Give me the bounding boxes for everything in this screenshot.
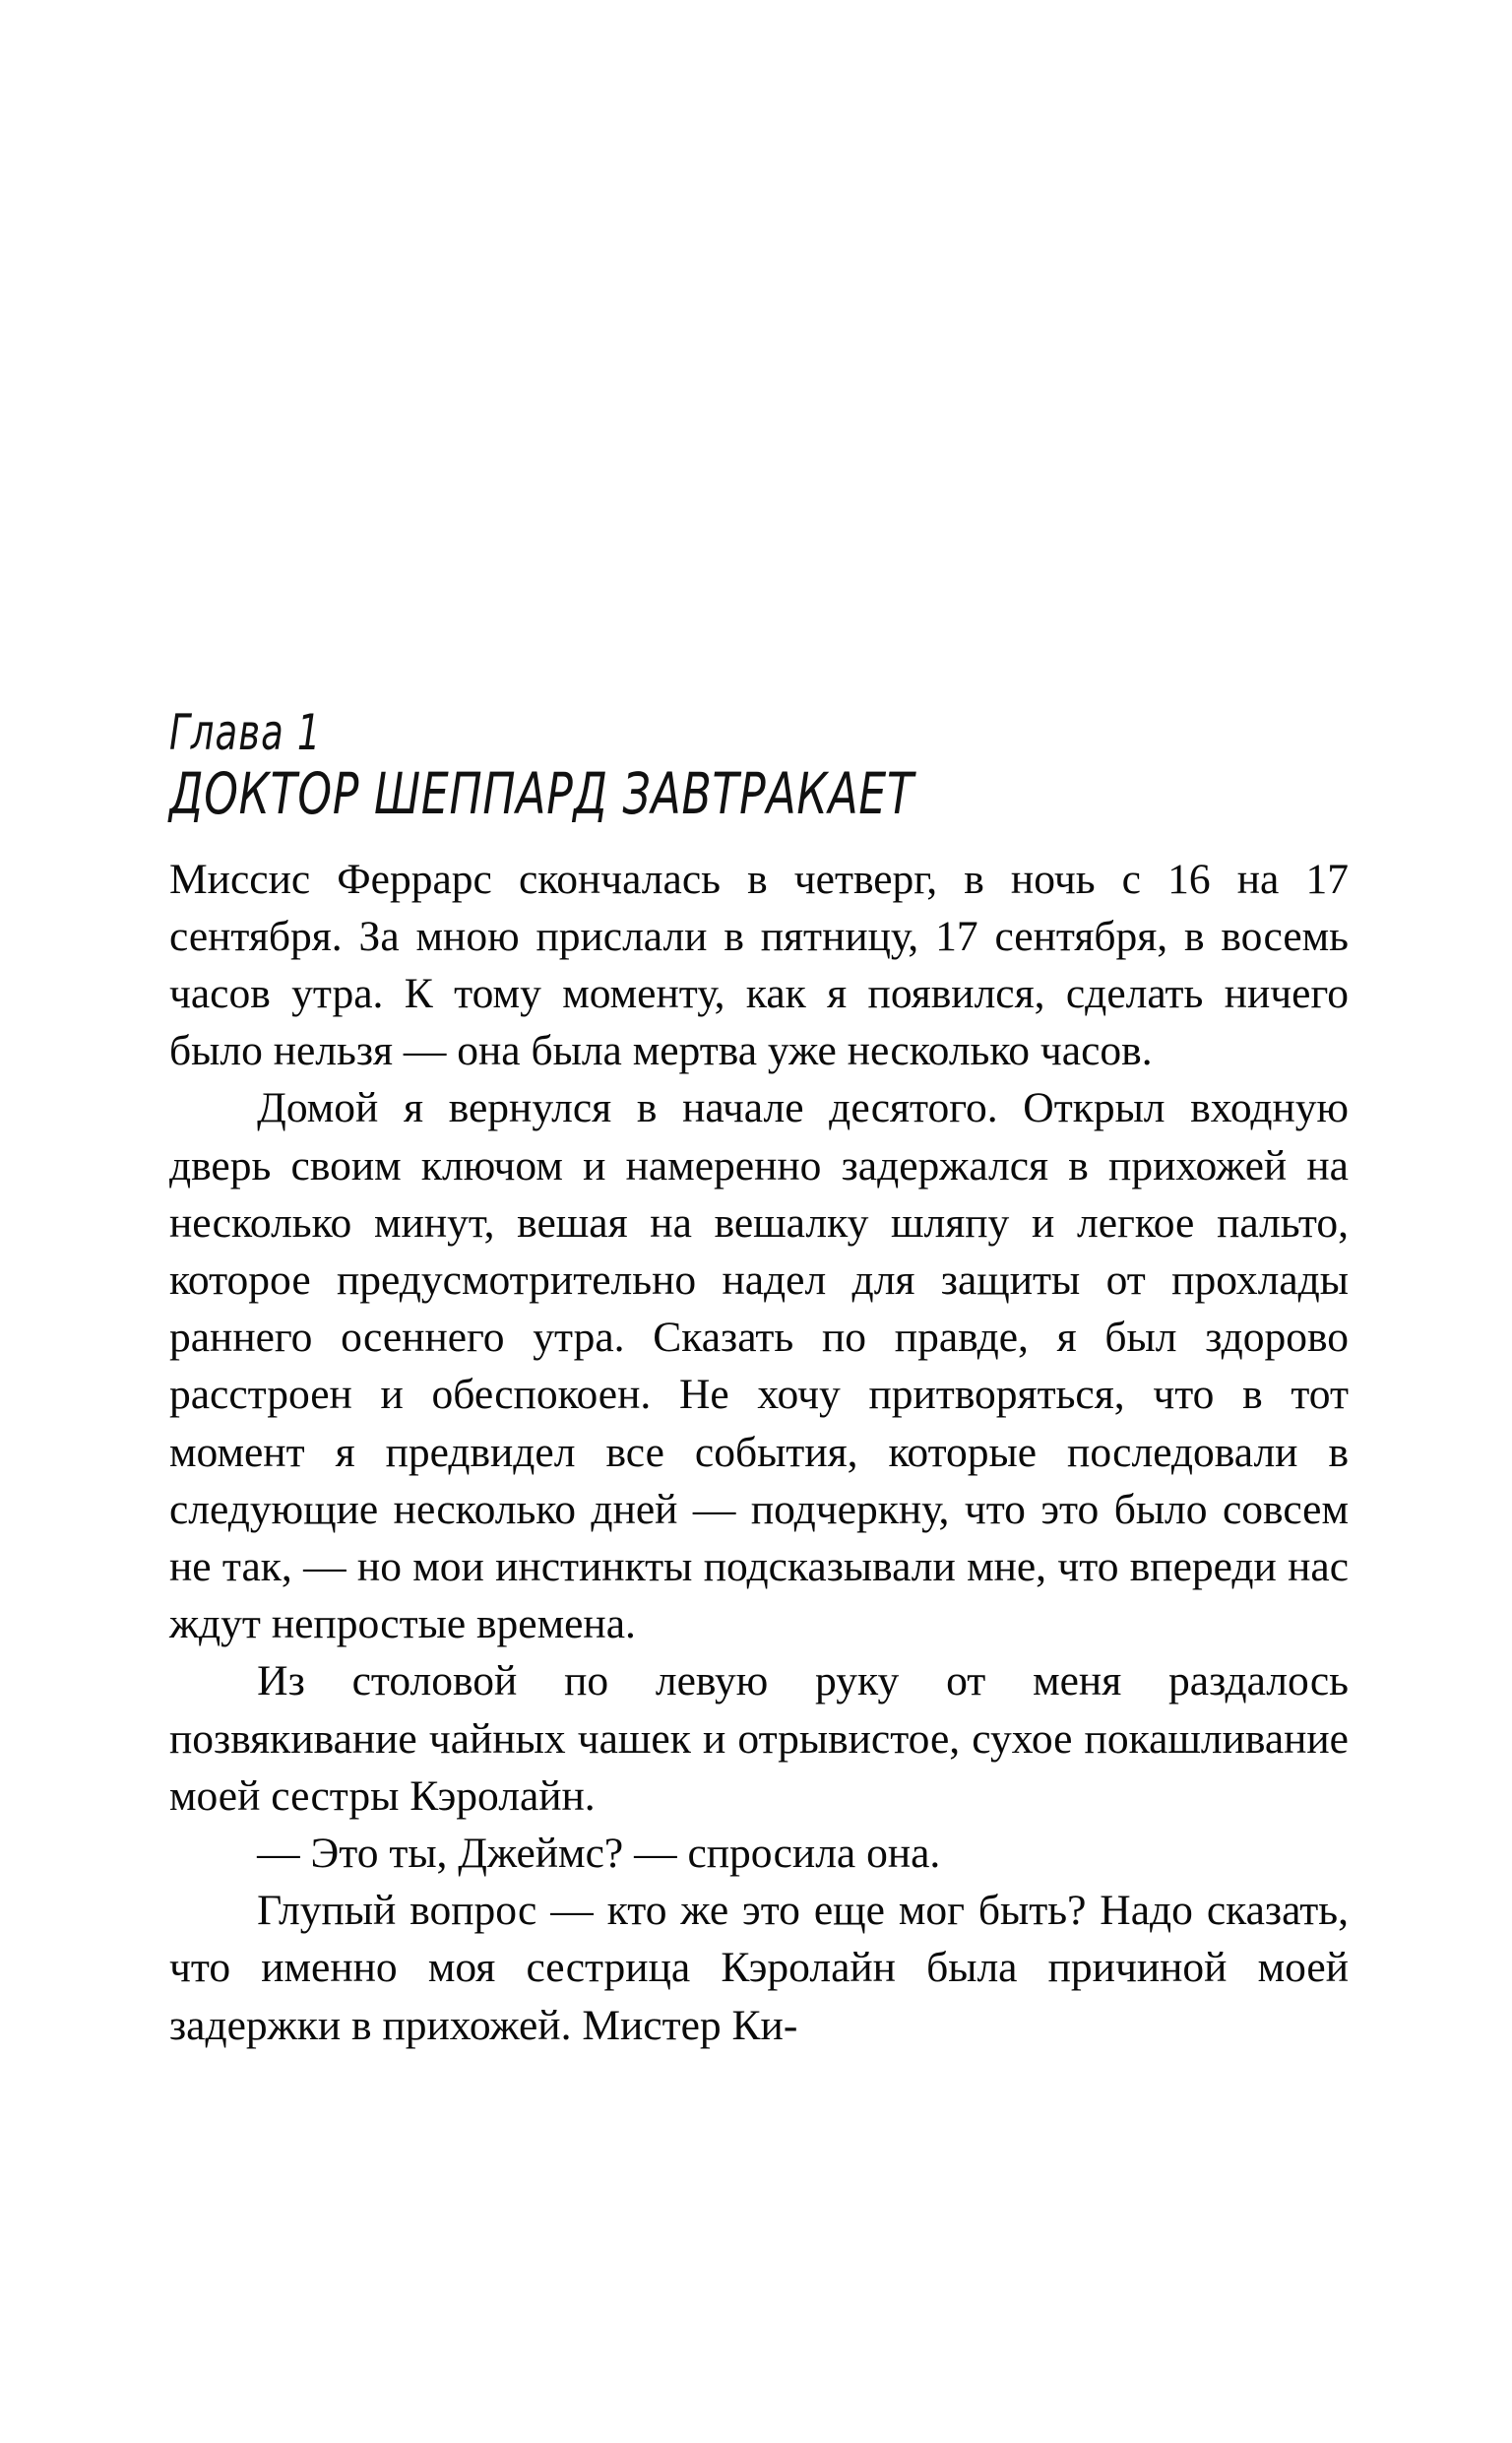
paragraph: Глупый вопрос — кто же это еще мог быть? Надо сказать, что именно моя сестрица Кэролайн была причиной моей задержки в прихожей. Мистер Ки- (169, 1887, 1349, 2049)
page-content (169, 704, 1349, 2054)
paragraph: Домой я вернулся в начале десятого. Открыл входную дверь своим ключом и намеренно задержался в прихожей на несколько минут, вешая на вешалку шляпу и легкое пальто, которое предусмотрительно надел для защиты от прохлады раннего осеннего утра. Сказать по правде, я был здорово расстроен и обеспокоен. Не хочу притворяться, что в тот момент я предвидел все события, которые последовали в следующие несколько дней — подчеркну, что это было совсем не так, — но мои инстинкты подсказывали мне, что впереди нас ждут непростые времена. (169, 1084, 1349, 1648)
paragraph-dialogue: — Это ты, Джеймс? — спросила она. (257, 1830, 941, 1878)
chapter-label: Глава 1 (169, 704, 322, 761)
paragraph: Из столовой по левую руку от меня раздалось позвякивание чайных чашек и отрывистое, сухое покашливание моей сестры Кэролайн. (169, 1657, 1349, 1820)
body-text (169, 851, 1349, 2054)
chapter-title: ДОКТОР ШЕППАРД ЗАВТРАКАЕТ (169, 760, 914, 827)
paragraph: Миссис Феррарс скончалась в четверг, в ночь с 16 на 17 сентября. За мною прислали в пятницу, 17 сентября, в восемь часов утра. К тому моменту, как я появился, сделать ничего было нельзя — она была мертва уже несколько часов. (169, 855, 1349, 1075)
